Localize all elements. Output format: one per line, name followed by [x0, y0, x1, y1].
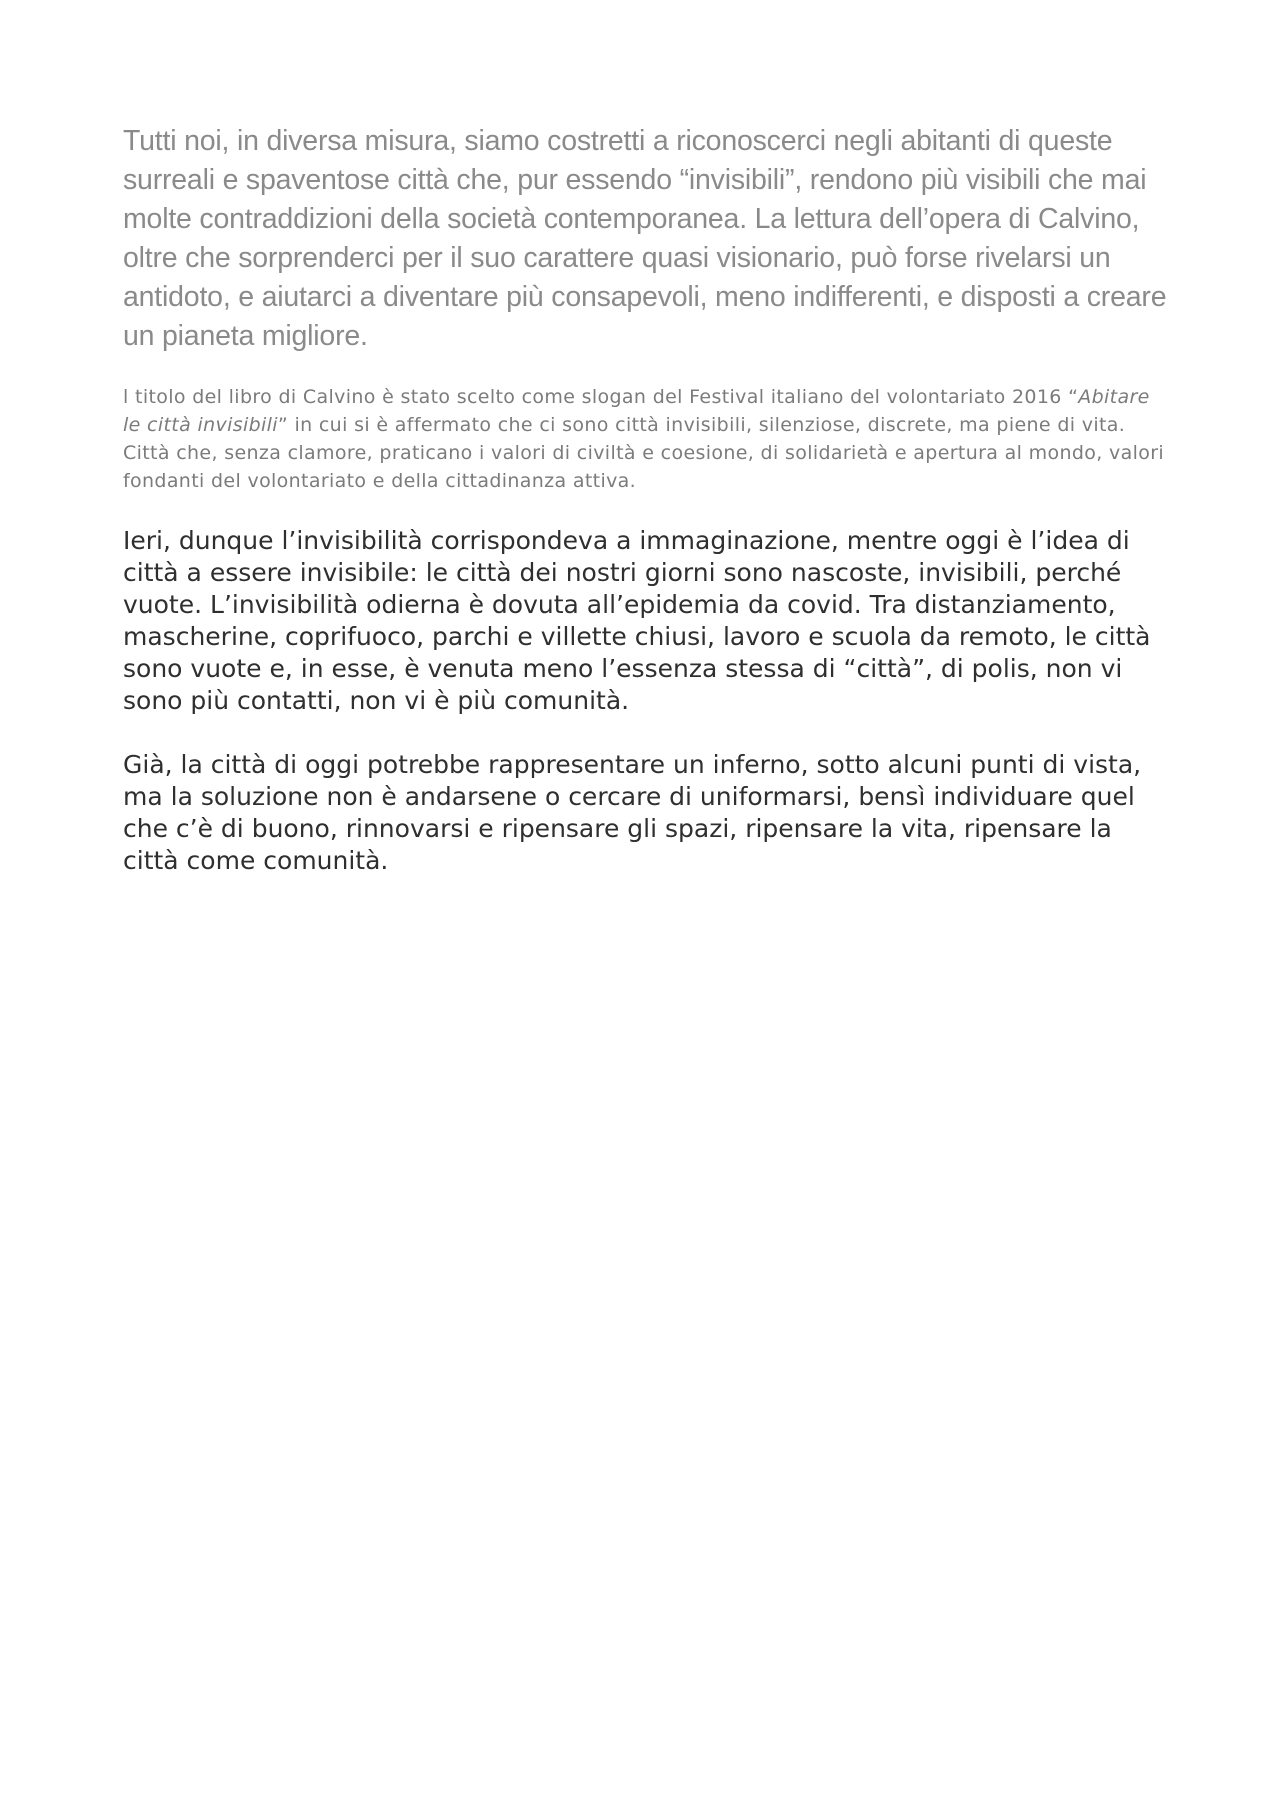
body-paragraph-1: Ieri, dunque l’invisibilità corrispondeva a immaginazione, mentre oggi è l’idea di città a essere invisibile: le città dei nostri giorni sono nascoste, invisibili, perché vuote. L’invisibilità odierna è dovuta all’epidemia da covid. Tra distanziamento, mascherine, coprifuoco, parchi e villette chiusi, lavoro e scuola da remoto, le città sono vuote e, in esse, è venuta meno l’essenza stessa di “città”, di polis, non vi sono più contatti, non vi è più comunità. [123, 526, 1151, 715]
lead-paragraph: Tutti noi, in diversa misura, siamo costretti a riconoscerci negli abitanti di queste surreali e spaventose città che, pur essendo “invisibili”, rendono più visibili che mai molte contraddizioni della società contemporanea. La lettura dell’opera di Calvino, oltre che sorprenderci per il suo carattere quasi visionario, può forse rivelarsi un antidoto, e aiutarci a diventare più consapevoli, meno indifferenti, e disposti a creare un pianeta migliore. [123, 125, 1167, 352]
note-paragraph [123, 383, 1173, 495]
document-content [123, 122, 1173, 877]
note-text-start: l titolo del libro di Calvino è stato scelto come slogan del Festival italiano del volontariato 2016 “ [123, 386, 1079, 408]
festival-title: Abitare le città invisibili [123, 386, 1150, 436]
note-text-end: ” in cui si è affermato che ci sono città invisibili, silenziose, discrete, ma piene di vita. Città che, senza clamore, praticano i valori di civiltà e coesione, di solidarietà e apertura al mondo, valori fondanti del volontariato e della cittadinanza attiva. [123, 414, 1165, 492]
body-paragraph-2: Già, la città di oggi potrebbe rappresentare un inferno, sotto alcuni punti di vista, ma la soluzione non è andarsene o cercare di uniformarsi, bensì individuare quel che c’è di buono, rinnovarsi e ripensare gli spazi, ripensare la vita, ripensare la città come comunità. [123, 750, 1142, 875]
